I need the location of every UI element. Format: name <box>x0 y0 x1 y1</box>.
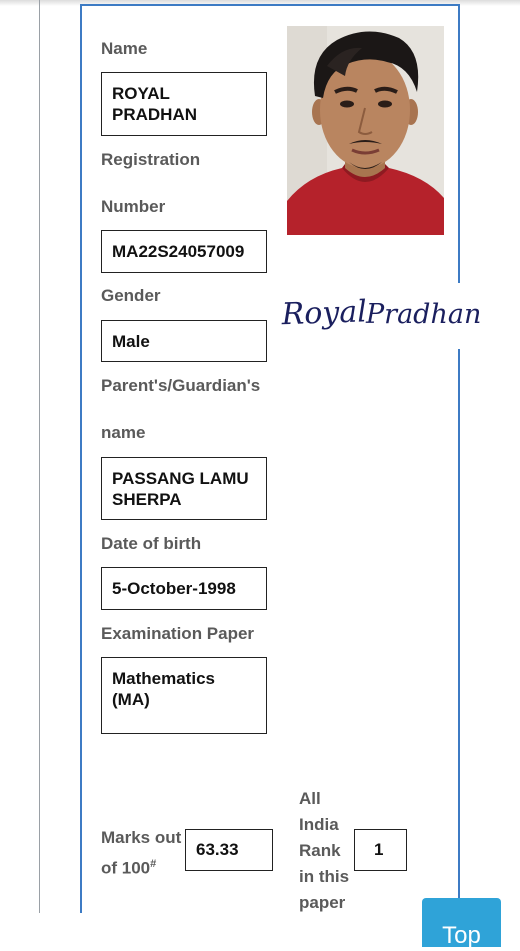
parent-name-field <box>101 457 267 520</box>
back-to-top-label: Top <box>442 922 481 949</box>
name-value-line2: PRADHAN <box>112 105 197 124</box>
dob-label: Date of birth <box>101 534 202 553</box>
registration-label-line1: Registration <box>101 150 201 169</box>
rank-label-line2: India <box>299 815 339 834</box>
rank-value: 1 <box>374 840 384 859</box>
rank-label-line5: paper <box>299 893 346 912</box>
registration-number-field <box>101 230 267 273</box>
marks-field <box>185 829 273 871</box>
parent-name-label-line2: name <box>101 423 146 442</box>
signature-graphic <box>278 283 482 349</box>
candidate-signature <box>278 283 482 349</box>
exam-paper-value-line1: Mathematics <box>112 669 215 688</box>
gender-field <box>101 320 267 362</box>
exam-paper-label: Examination Paper <box>101 624 255 643</box>
content-left-rule <box>39 0 40 913</box>
gender-label: Gender <box>101 286 161 305</box>
marks-label-line1: Marks out <box>101 828 182 847</box>
svg-text:Pradhan: Pradhan <box>366 299 482 330</box>
rank-field <box>354 829 407 871</box>
rank-label-line4: in this <box>299 867 350 886</box>
registration-number-value: MA22S24057009 <box>112 242 245 261</box>
exam-paper-value-line2: (MA) <box>112 690 150 709</box>
name-field <box>101 72 267 136</box>
marks-footnote-mark: # <box>150 858 157 870</box>
name-label: Name <box>101 39 148 58</box>
back-to-top-button[interactable] <box>422 898 501 947</box>
gender-value: Male <box>112 332 150 351</box>
exam-paper-field <box>101 657 267 734</box>
page-bottom-gap <box>40 913 420 947</box>
marks-label-text: of 100 <box>101 858 151 878</box>
rank-label-line1: All <box>299 789 321 808</box>
parent-name-value-line2: SHERPA <box>112 490 182 509</box>
parent-name-value-line1: PASSANG LAMU <box>112 469 249 488</box>
parent-name-label-line1: Parent's/Guardian's <box>101 376 261 395</box>
name-value-line1: ROYAL <box>112 84 170 103</box>
marks-value: 63.33 <box>196 840 239 859</box>
dob-field <box>101 567 267 610</box>
candidate-photo-graphic <box>287 26 444 235</box>
rank-label-line3: Rank <box>299 841 341 860</box>
dob-value: 5-October-1998 <box>112 579 236 598</box>
candidate-photo <box>287 26 444 235</box>
svg-text:Royal: Royal <box>281 294 368 333</box>
marks-label-line2 <box>101 854 156 879</box>
registration-label-line2: Number <box>101 197 166 216</box>
